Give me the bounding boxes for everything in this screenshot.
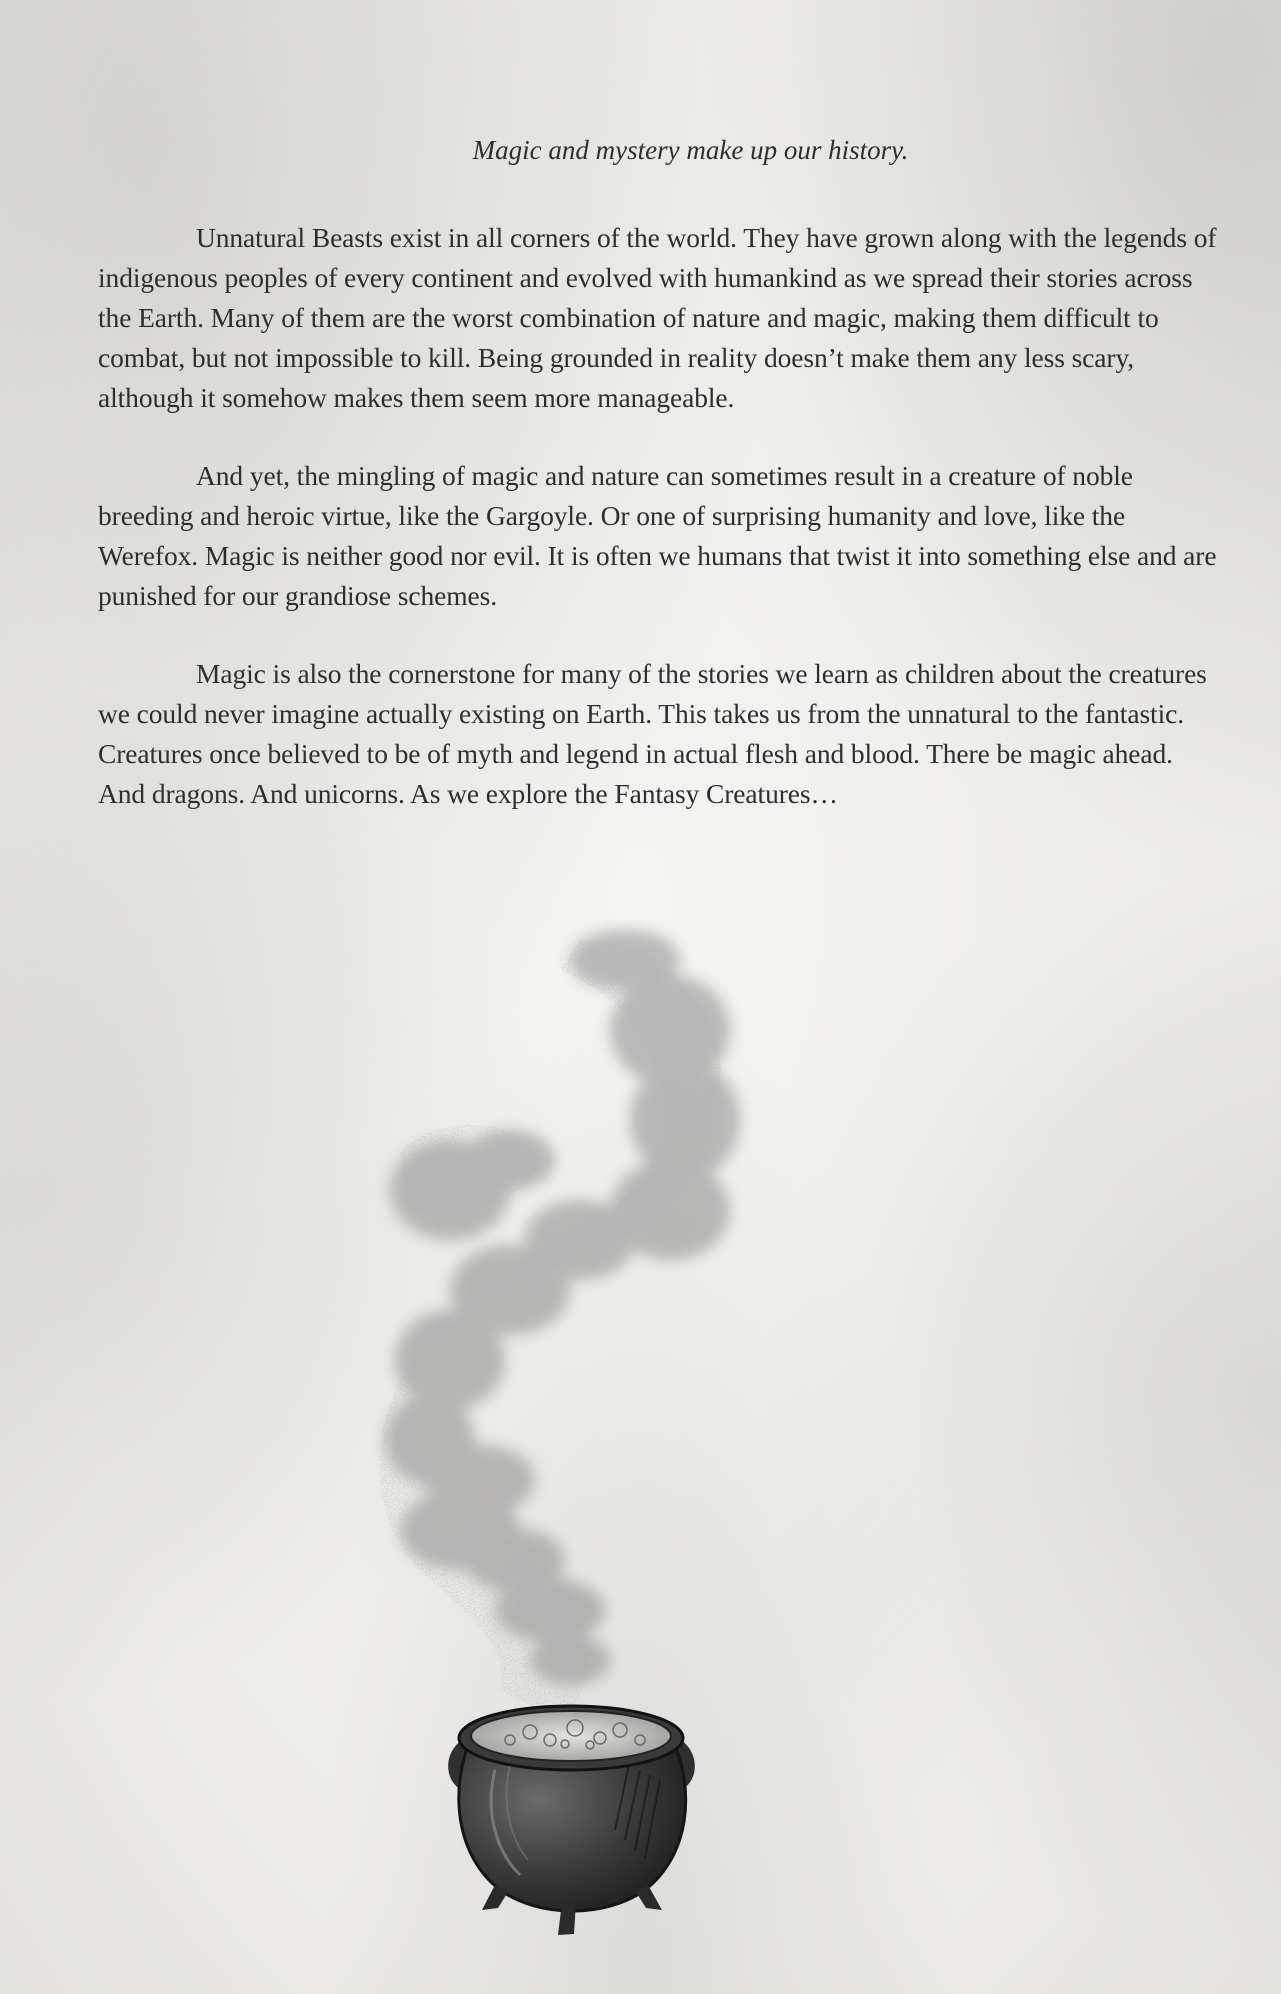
cauldron-illustration <box>340 920 980 1950</box>
text-block <box>98 130 1223 852</box>
paragraph-mingling-of-magic: And yet, the mingling of magic and nature can sometimes result in a creature of noble breeding and heroic virtue, like the Gargoyle. Or one of surprising humanity and love, like the Werefox. Magic is neither good nor evil. It is often we humans that twist it into something else and are punished for our grandiose schemes. <box>98 460 1217 611</box>
epigraph: Magic and mystery make up our history. <box>472 135 909 165</box>
cauldron-icon <box>448 1706 695 1935</box>
paragraph-fantasy-creatures: Magic is also the cornerstone for many of the stories we learn as children about the creatures we could never imagine actually existing on Earth. This takes us from the unnatural to the fantastic. Creatures once believed to be of myth and legend in actual flesh and blood. There be magic ahead. And dragons. And unicorns. As we explore the Fantasy Creatures… <box>98 658 1207 809</box>
smoke-plume <box>380 930 740 1720</box>
paragraph-unnatural-beasts: Unnatural Beasts exist in all corners of the world. They have grown along with the legends of indigenous peoples of every continent and evolved with humankind as we spread their stories across the Earth. Many of them are the worst combination of nature and magic, making them difficult to combat, but not impossible to kill. Being grounded in reality doesn’t make them any less scary, although it somehow makes them seem more manageable. <box>98 222 1217 413</box>
